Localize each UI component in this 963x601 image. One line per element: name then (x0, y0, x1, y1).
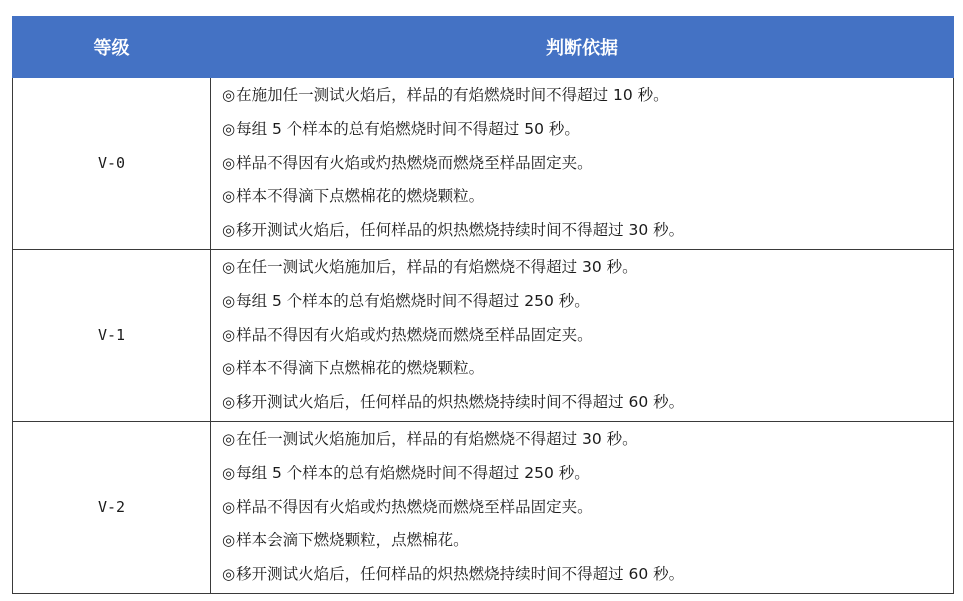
header-row (13, 17, 954, 78)
grade-cell: V-1 (13, 249, 211, 421)
criterion-text: 移开测试火焰后，任何样品的炽热燃烧持续时间不得超过 30 秒。 (236, 221, 685, 240)
criterion-text: 每组 5 个样本的总有焰燃烧时间不得超过 250 秒。 (236, 291, 590, 310)
flammability-rating-table (12, 16, 954, 594)
criterion-item (222, 251, 953, 285)
criterion-text: 样品不得因有火焰或灼热燃烧而燃烧至样品固定夹。 (236, 325, 593, 344)
criterion-item (222, 423, 953, 457)
bullet-icon: ◎ (222, 187, 236, 206)
criterion-item (222, 457, 953, 491)
criterion-item (222, 524, 953, 558)
criterion-text: 移开测试火焰后，任何样品的炽热燃烧持续时间不得超过 60 秒。 (236, 565, 685, 584)
bullet-icon: ◎ (222, 221, 236, 240)
table-row (13, 421, 954, 593)
bullet-icon: ◎ (222, 531, 236, 550)
criteria-cell (211, 421, 954, 593)
table-header (13, 17, 954, 78)
grade-cell: V-0 (13, 78, 211, 250)
criterion-item (222, 319, 953, 353)
header-grade: 等级 (13, 17, 211, 78)
bullet-icon: ◎ (222, 463, 236, 482)
criterion-item (222, 386, 953, 420)
bullet-icon: ◎ (222, 257, 236, 276)
bullet-icon: ◎ (222, 119, 236, 138)
criterion-text: 在施加任一测试火焰后，样品的有焰燃烧时间不得超过 10 秒。 (236, 86, 669, 104)
criterion-text: 每组 5 个样本的总有焰燃烧时间不得超过 250 秒。 (236, 463, 590, 482)
criterion-item (222, 113, 953, 147)
criterion-text: 样本不得滴下点燃棉花的燃烧颗粒。 (236, 359, 485, 378)
criterion-text: 样品不得因有火焰或灼热燃烧而燃烧至样品固定夹。 (236, 497, 593, 516)
bullet-icon: ◎ (222, 153, 236, 172)
bullet-icon: ◎ (222, 565, 236, 584)
criterion-item (222, 79, 953, 113)
bullet-icon: ◎ (222, 86, 236, 104)
criterion-item (222, 285, 953, 319)
grade-cell: V-2 (13, 421, 211, 593)
criterion-item (222, 147, 953, 181)
bullet-icon: ◎ (222, 497, 236, 516)
criterion-text: 在任一测试火焰施加后，样品的有焰燃烧不得超过 30 秒。 (236, 429, 638, 448)
bullet-icon: ◎ (222, 393, 236, 412)
criterion-text: 每组 5 个样本的总有焰燃烧时间不得超过 50 秒。 (236, 119, 580, 138)
table-row (13, 249, 954, 421)
bullet-icon: ◎ (222, 325, 236, 344)
table-row (13, 78, 954, 250)
criterion-text: 在任一测试火焰施加后，样品的有焰燃烧不得超过 30 秒。 (236, 257, 638, 276)
bullet-icon: ◎ (222, 291, 236, 310)
criterion-text: 样本不得滴下点燃棉花的燃烧颗粒。 (236, 187, 485, 206)
criterion-item (222, 491, 953, 525)
criterion-item (222, 180, 953, 214)
criteria-cell (211, 249, 954, 421)
criterion-item (222, 214, 953, 248)
criterion-item (222, 558, 953, 592)
criteria-cell (211, 78, 954, 250)
criterion-text: 移开测试火焰后，任何样品的炽热燃烧持续时间不得超过 60 秒。 (236, 393, 685, 412)
criterion-item (222, 352, 953, 386)
header-criteria: 判断依据 (211, 17, 954, 78)
criterion-text: 样品不得因有火焰或灼热燃烧而燃烧至样品固定夹。 (236, 153, 593, 172)
bullet-icon: ◎ (222, 429, 236, 448)
criterion-text: 样本会滴下燃烧颗粒，点燃棉花。 (236, 531, 469, 550)
bullet-icon: ◎ (222, 359, 236, 378)
